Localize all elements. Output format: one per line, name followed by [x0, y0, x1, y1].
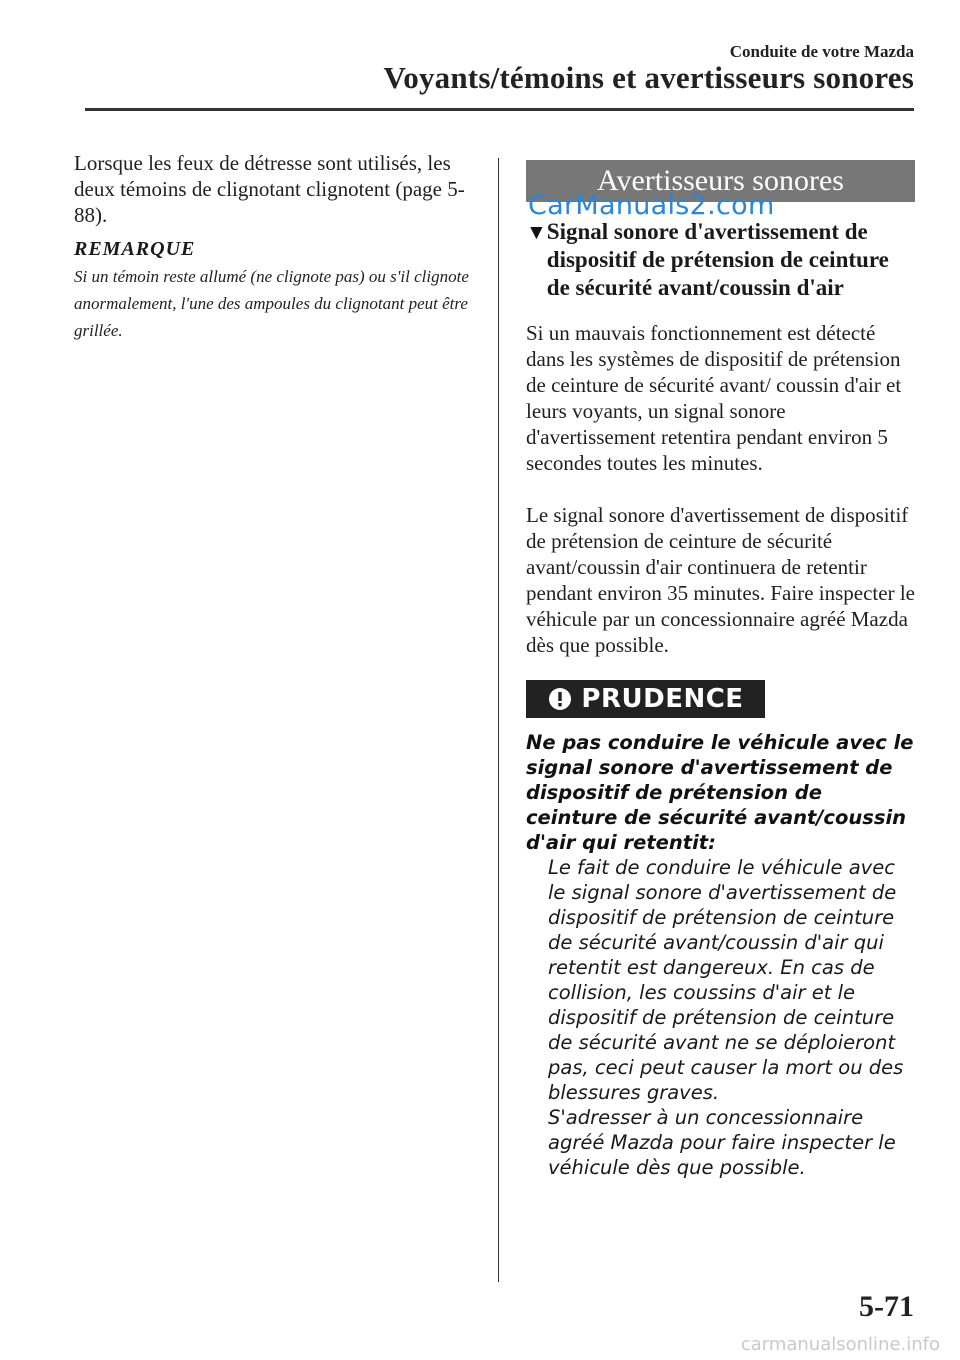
- body-paragraph-1: Si un mauvais fonctionnement est détecté dans les systèmes de dispositif de prétension de ceinture de sécurité avant/ coussin d'air et leurs voyants, un signal sonore d'avertissement retentira pendant environ 5 secondes toutes les minutes.: [526, 321, 902, 475]
- chapter-title: Conduite de votre Mazda: [729, 42, 914, 61]
- left-column: [74, 150, 474, 344]
- watermark: CarManuals2.com: [528, 190, 775, 221]
- section-banner: Avertisseurs sonores: [526, 160, 915, 202]
- caution-banner: [526, 680, 765, 718]
- caution-label: PRUDENCE: [581, 684, 744, 714]
- subheading-text: Signal sonore d'avertissement de dispositif de prétension de ceinture de sécurité avant/coussin d'air: [546, 219, 889, 300]
- column-divider: [498, 158, 499, 1282]
- header-rule: [85, 108, 914, 111]
- warning-icon: [547, 687, 573, 711]
- triangle-down-icon: ▼: [526, 220, 547, 244]
- caution-body-2: S'adresser à un concessionnaire agréé Mazda pour faire inspecter le véhicule dès que possible.: [548, 1106, 896, 1179]
- page-number: 5-71: [859, 1290, 914, 1323]
- subheading: [526, 218, 916, 302]
- section-title: Voyants/témoins et avertisseurs sonores: [383, 60, 914, 95]
- caution-heading: Ne pas conduire le véhicule avec le signal sonore d'avertissement de dispositif de prétension de ceinture de sécurité avant/coussin d'air qui retentit:: [526, 731, 914, 854]
- right-column: [526, 160, 916, 1180]
- note-heading: REMARQUE: [74, 238, 196, 260]
- caution-body-1: Le fait de conduire le véhicule avec le signal sonore d'avertissement de dispositif de prétension de ceinture de sécurité avant/coussin d'air qui retentit est dangereux. En cas de collision, les coussins d'air et le dispositif de prétension de ceinture de sécurité avant ne se déploieront pas, ceci peut causer la mort ou des blessures graves.: [548, 856, 904, 1104]
- hazard-paragraph: Lorsque les feux de détresse sont utilisés, les deux témoins de clignotant clignotent (page 5-88).: [74, 151, 465, 227]
- note-text: Si un témoin reste allumé (ne clignote pas) ou s'il clignote anormalement, l'une des ampoules du clignotant peut être grillée.: [74, 267, 469, 340]
- site-footer: carmanualsonline.info: [740, 1334, 940, 1355]
- body-paragraph-2: Le signal sonore d'avertissement de dispositif de prétension de ceinture de sécurité avant/coussin d'air continuera de retentir pendant environ 35 minutes. Faire inspecter le véhicule par un concessionnaire agréé Mazda dès que possible.: [526, 503, 915, 657]
